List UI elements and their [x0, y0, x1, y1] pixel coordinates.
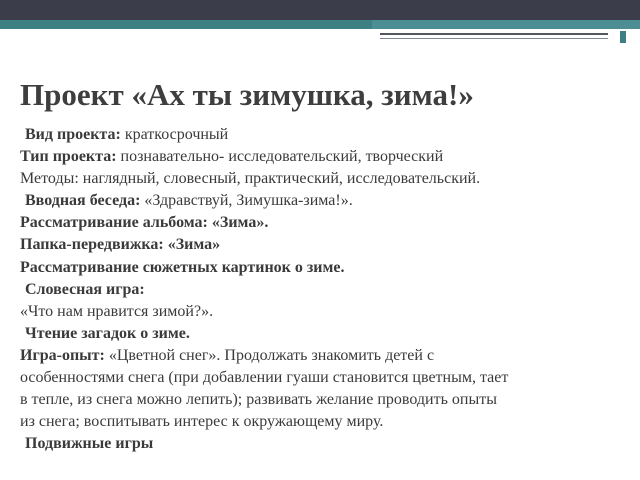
body-line-outdoor-games: Подвижные игры — [25, 435, 154, 453]
body-line-album: Рассматривание альбома: «Зима». — [20, 214, 269, 232]
header-accent-tick — [620, 31, 626, 43]
body-line-project-kind: Тип проекта: познавательно- исследовательский, творческий — [20, 148, 444, 166]
slide-body — [20, 124, 630, 455]
body-line-pictures: Рассматривание сюжетных картинок о зиме. — [20, 258, 345, 276]
slide-title: Проект «Ах ты зимушка, зима!» — [20, 77, 474, 112]
header-dark-bar — [0, 0, 640, 20]
body-line-riddles: Чтение загадок о зиме. — [25, 324, 190, 342]
body-line-project-type: Вид проекта: краткосрочный — [25, 126, 229, 143]
body-line-experiment-2: особенностями снега (при добавлении гуаши становится цветным, тает — [20, 369, 509, 387]
header-accent-line-thin — [380, 38, 608, 39]
body-line-methods: Методы: наглядный, словесный, практический, исследовательский. — [20, 170, 481, 188]
body-line-word-game-name: «Что нам нравится зимой?». — [20, 302, 214, 320]
header-teal-accent — [372, 20, 640, 29]
body-line-experiment: Игра-опыт: «Цветной снег». Продолжать знакомить детей с — [20, 346, 435, 364]
body-line-word-game: Словесная игра: — [25, 280, 145, 298]
body-line-intro-talk: Вводная беседа: «Здравствуй, Зимушка-зима!». — [25, 192, 353, 210]
header-accent-line — [380, 33, 608, 35]
body-line-experiment-3: в тепле, из снега можно лепить); развивать желание проводить опыты — [20, 391, 497, 409]
body-line-folder: Папка-передвижка: «Зима» — [20, 236, 221, 254]
body-line-experiment-4: из снега; воспитывать интерес к окружающему миру. — [20, 413, 384, 431]
